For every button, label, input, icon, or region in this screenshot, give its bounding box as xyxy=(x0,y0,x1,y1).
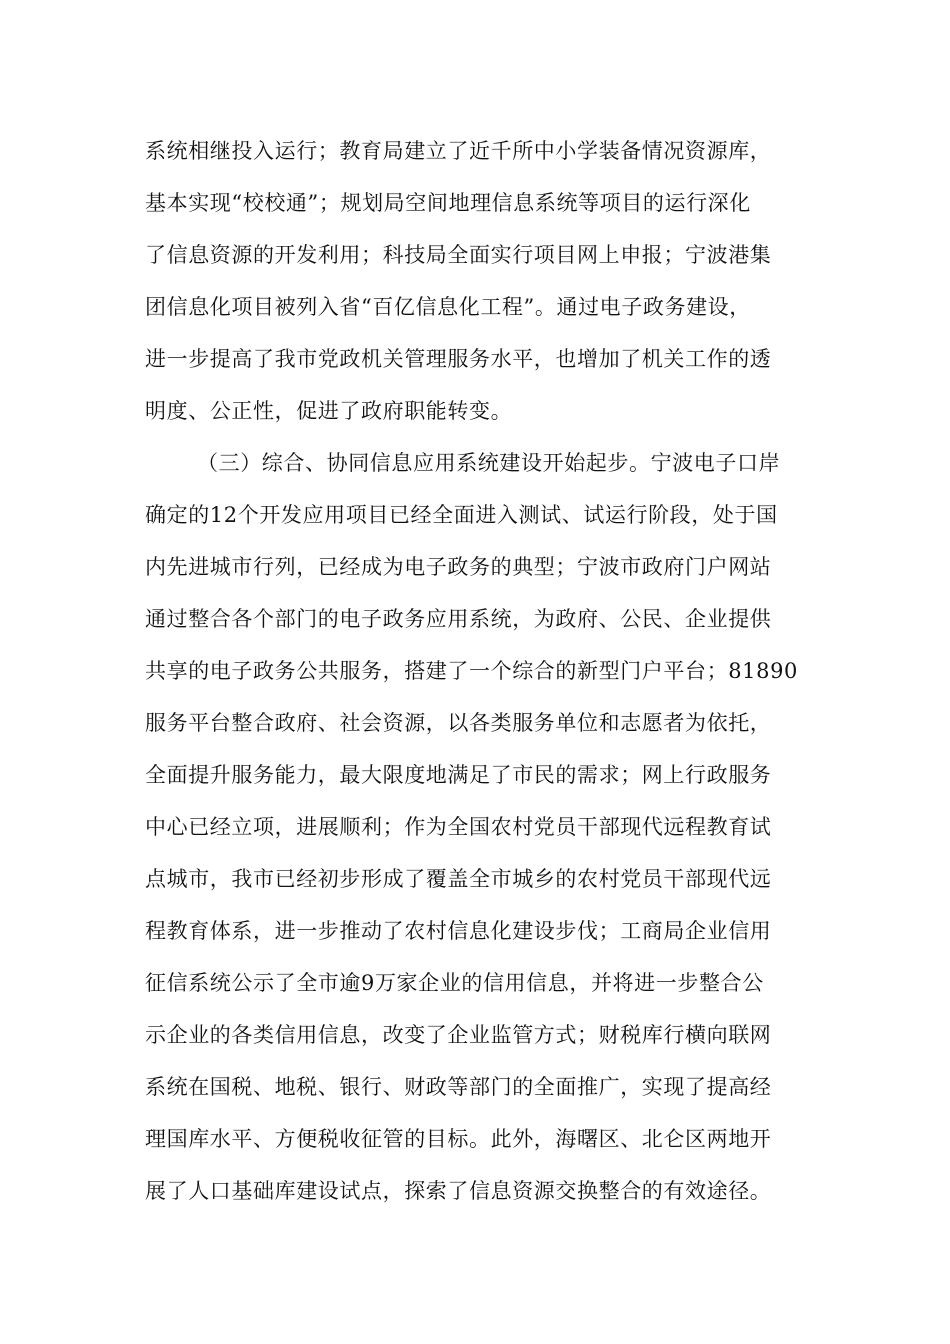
section-heading-line: （三）综合、协同信息应用系统建设开始起步。宁波电子口岸 xyxy=(197,451,781,475)
text-line: 明度、公正性，促进了政府职能转变。 xyxy=(145,399,513,423)
text-line: 系统在国税、地税、银行、财政等部门的全面推广，实现了提高经 xyxy=(145,1075,772,1099)
text-line: 理国库水平、方便税收征管的目标。此外，海曙区、北仑区两地开 xyxy=(145,1127,772,1151)
text-line: 程教育体系，进一步推动了农村信息化建设步伐；工商局企业信用 xyxy=(145,919,772,943)
text-line: 全面提升服务能力，最大限度地满足了市民的需求；网上行政服务 xyxy=(145,763,772,787)
text-line: 确定的12个开发应用项目已经全面进入测试、试运行阶段，处于国 xyxy=(145,503,778,527)
text-line: 示企业的各类信用信息，改变了企业监管方式；财税库行横向联网 xyxy=(145,1023,772,1047)
text-line: 基本实现“校校通”；规划局空间地理信息系统等项目的运行深化 xyxy=(145,191,751,215)
text-line: 通过整合各个部门的电子政务应用系统，为政府、公民、企业提供 xyxy=(145,607,772,631)
text-line: 点城市，我市已经初步形成了覆盖全市城乡的农村党员干部现代远 xyxy=(145,867,772,891)
text-line: 系统相继投入运行；教育局建立了近千所中小学装备情况资源库， xyxy=(145,139,772,163)
text-line: 内先进城市行列，已经成为电子政务的典型；宁波市政府门户网站 xyxy=(145,555,772,579)
text-line: 展了人口基础库建设试点，探索了信息资源交换整合的有效途径。 xyxy=(145,1179,772,1203)
text-line: 进一步提高了我市党政机关管理服务水平，也增加了机关工作的透 xyxy=(145,347,772,371)
text-line: 共享的电子政务公共服务，搭建了一个综合的新型门户平台；81890 xyxy=(145,659,799,683)
text-line: 征信系统公示了全市逾9万家企业的信用信息，并将进一步整合公 xyxy=(145,971,764,995)
text-line: 了信息资源的开发利用；科技局全面实行项目网上申报；宁波港集 xyxy=(145,243,772,267)
text-line: 团信息化项目被列入省“百亿信息化工程”。通过电子政务建设， xyxy=(145,295,751,319)
text-line: 中心已经立项，进展顺利；作为全国农村党员干部现代远程教育试 xyxy=(145,815,772,839)
text-line: 服务平台整合政府、社会资源，以各类服务单位和志愿者为依托， xyxy=(145,711,772,735)
